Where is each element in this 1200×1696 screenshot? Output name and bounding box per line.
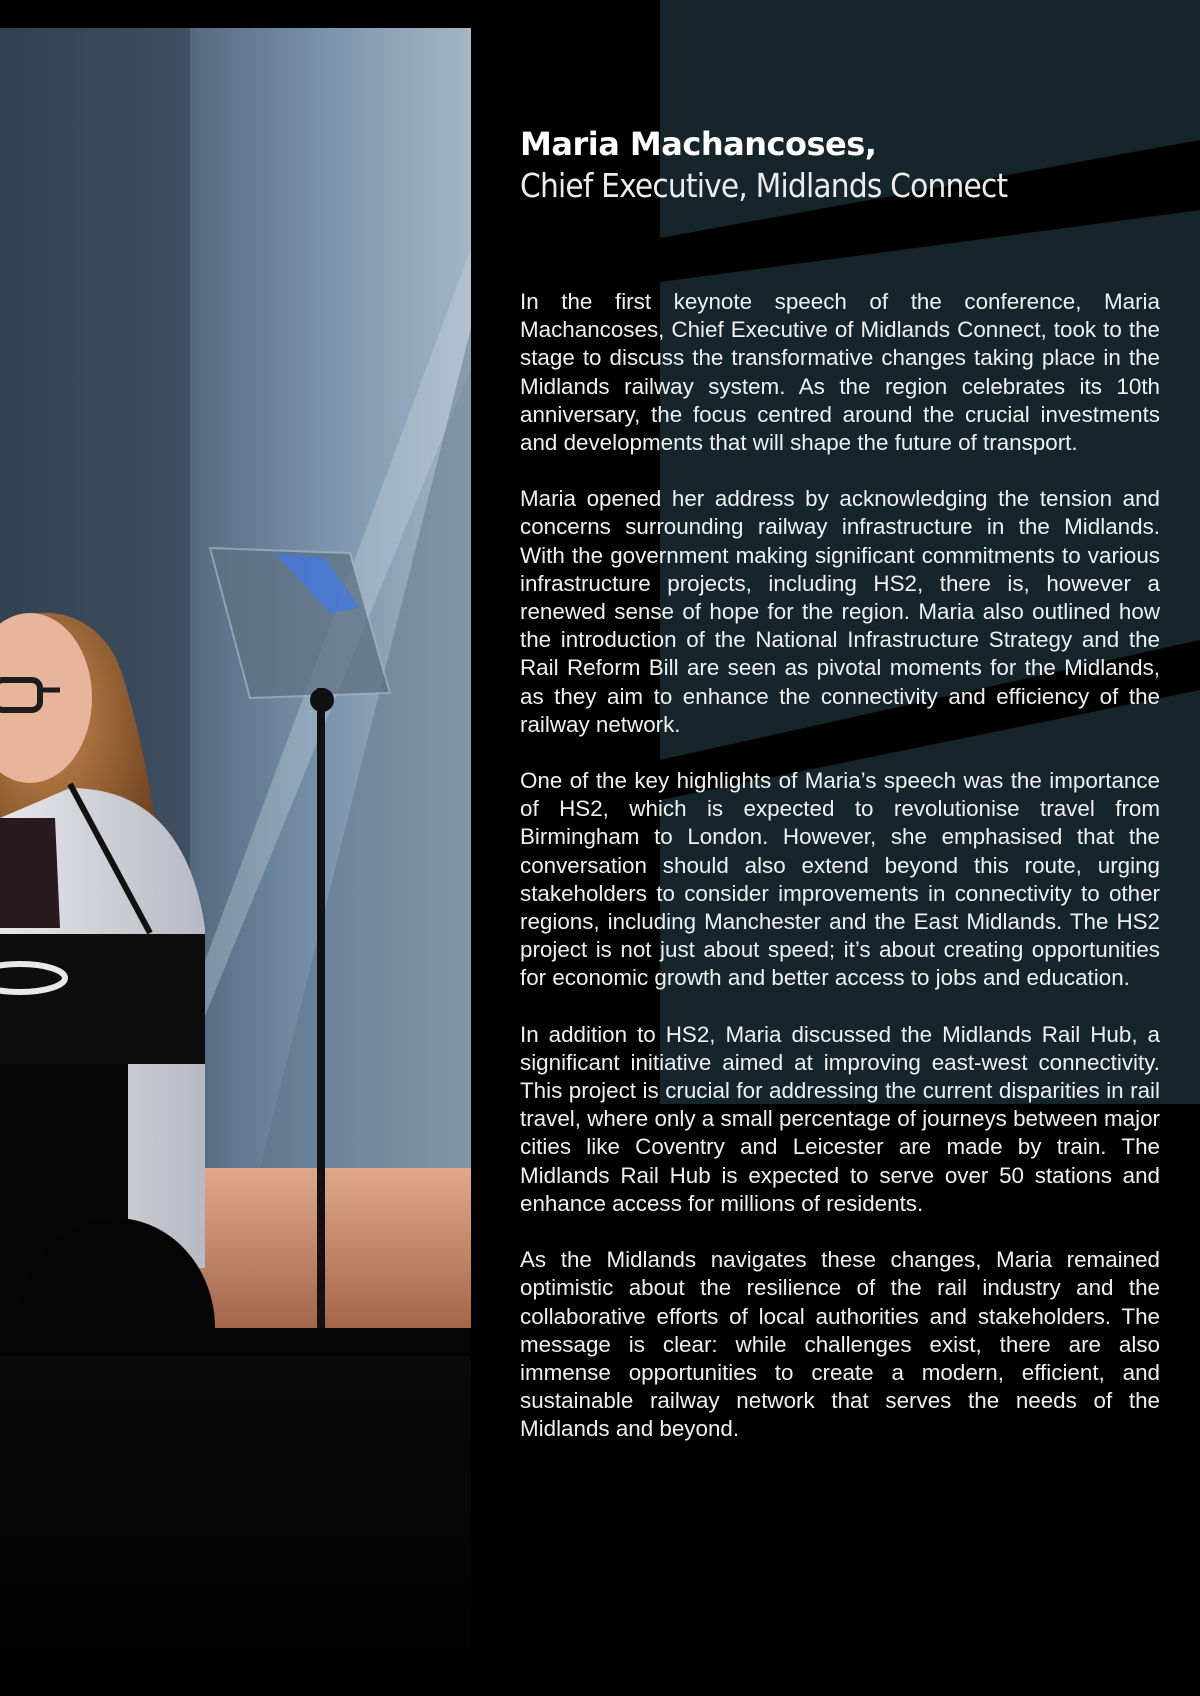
speaker-photo [0, 28, 471, 1356]
article-body [520, 288, 1160, 1444]
speaker-role: Chief Executive, Midlands Connect [520, 166, 1008, 205]
article-paragraph: Maria opened her address by acknowledging the tension and concerns surrounding railway infrastructure in the Midlands. With the government making significant commitments to various infrastructure projects, including HS2, there is, however a renewed sense of hope for the region. Maria also outlined how the introduction of the National Infrastructure Strategy and the Rail Reform Bill are seen as pivotal moments for the Midlands, as they aim to enhance the connectivity and efficiency of the railway network. [520, 486, 1160, 737]
article-paragraph: One of the key highlights of Maria’s speech was the importance of HS2, which is expected to revolutionise travel from Birmingham to London. However, she emphasised that the conversation should also extend beyond this route, urging stakeholders to consider improvements in connectivity to other regions, including Manchester and the East Midlands. The HS2 project is not just about speed; it’s about creating opportunities for economic growth and better access to jobs and education. [520, 768, 1160, 991]
article-paragraph: In addition to HS2, Maria discussed the Midlands Rail Hub, a significant initiative aimed at improving east-west connectivity. This project is crucial for addressing the current disparities in rail travel, where only a small percentage of journeys between major cities like Coventry and Leicester are made by train. The Midlands Rail Hub is expected to serve over 50 stations and enhance access for millions of residents. [520, 1021, 1160, 1216]
photo-bottom-shadow [0, 1356, 471, 1696]
article [520, 124, 1160, 1472]
article-paragraph: As the Midlands navigates these changes, Maria remained optimistic about the resilience of the rail industry and the collaborative efforts of local authorities and stakeholders. The message is clear: while challenges exist, there are also immense opportunities to create a modern, efficient, and sustainable railway network that serves the needs of the Midlands and beyond. [520, 1247, 1160, 1442]
article-paragraph: In the first keynote speech of the conference, Maria Machancoses, Chief Executive of Midlands Connect, took to the stage to discuss the transformative changes taking place in the Midlands railway system. As the region celebrates its 10th anniversary, the focus centred around the crucial investments and developments that will shape the future of transport. [520, 289, 1160, 456]
speaker-name: Maria Machancoses, [520, 125, 877, 163]
